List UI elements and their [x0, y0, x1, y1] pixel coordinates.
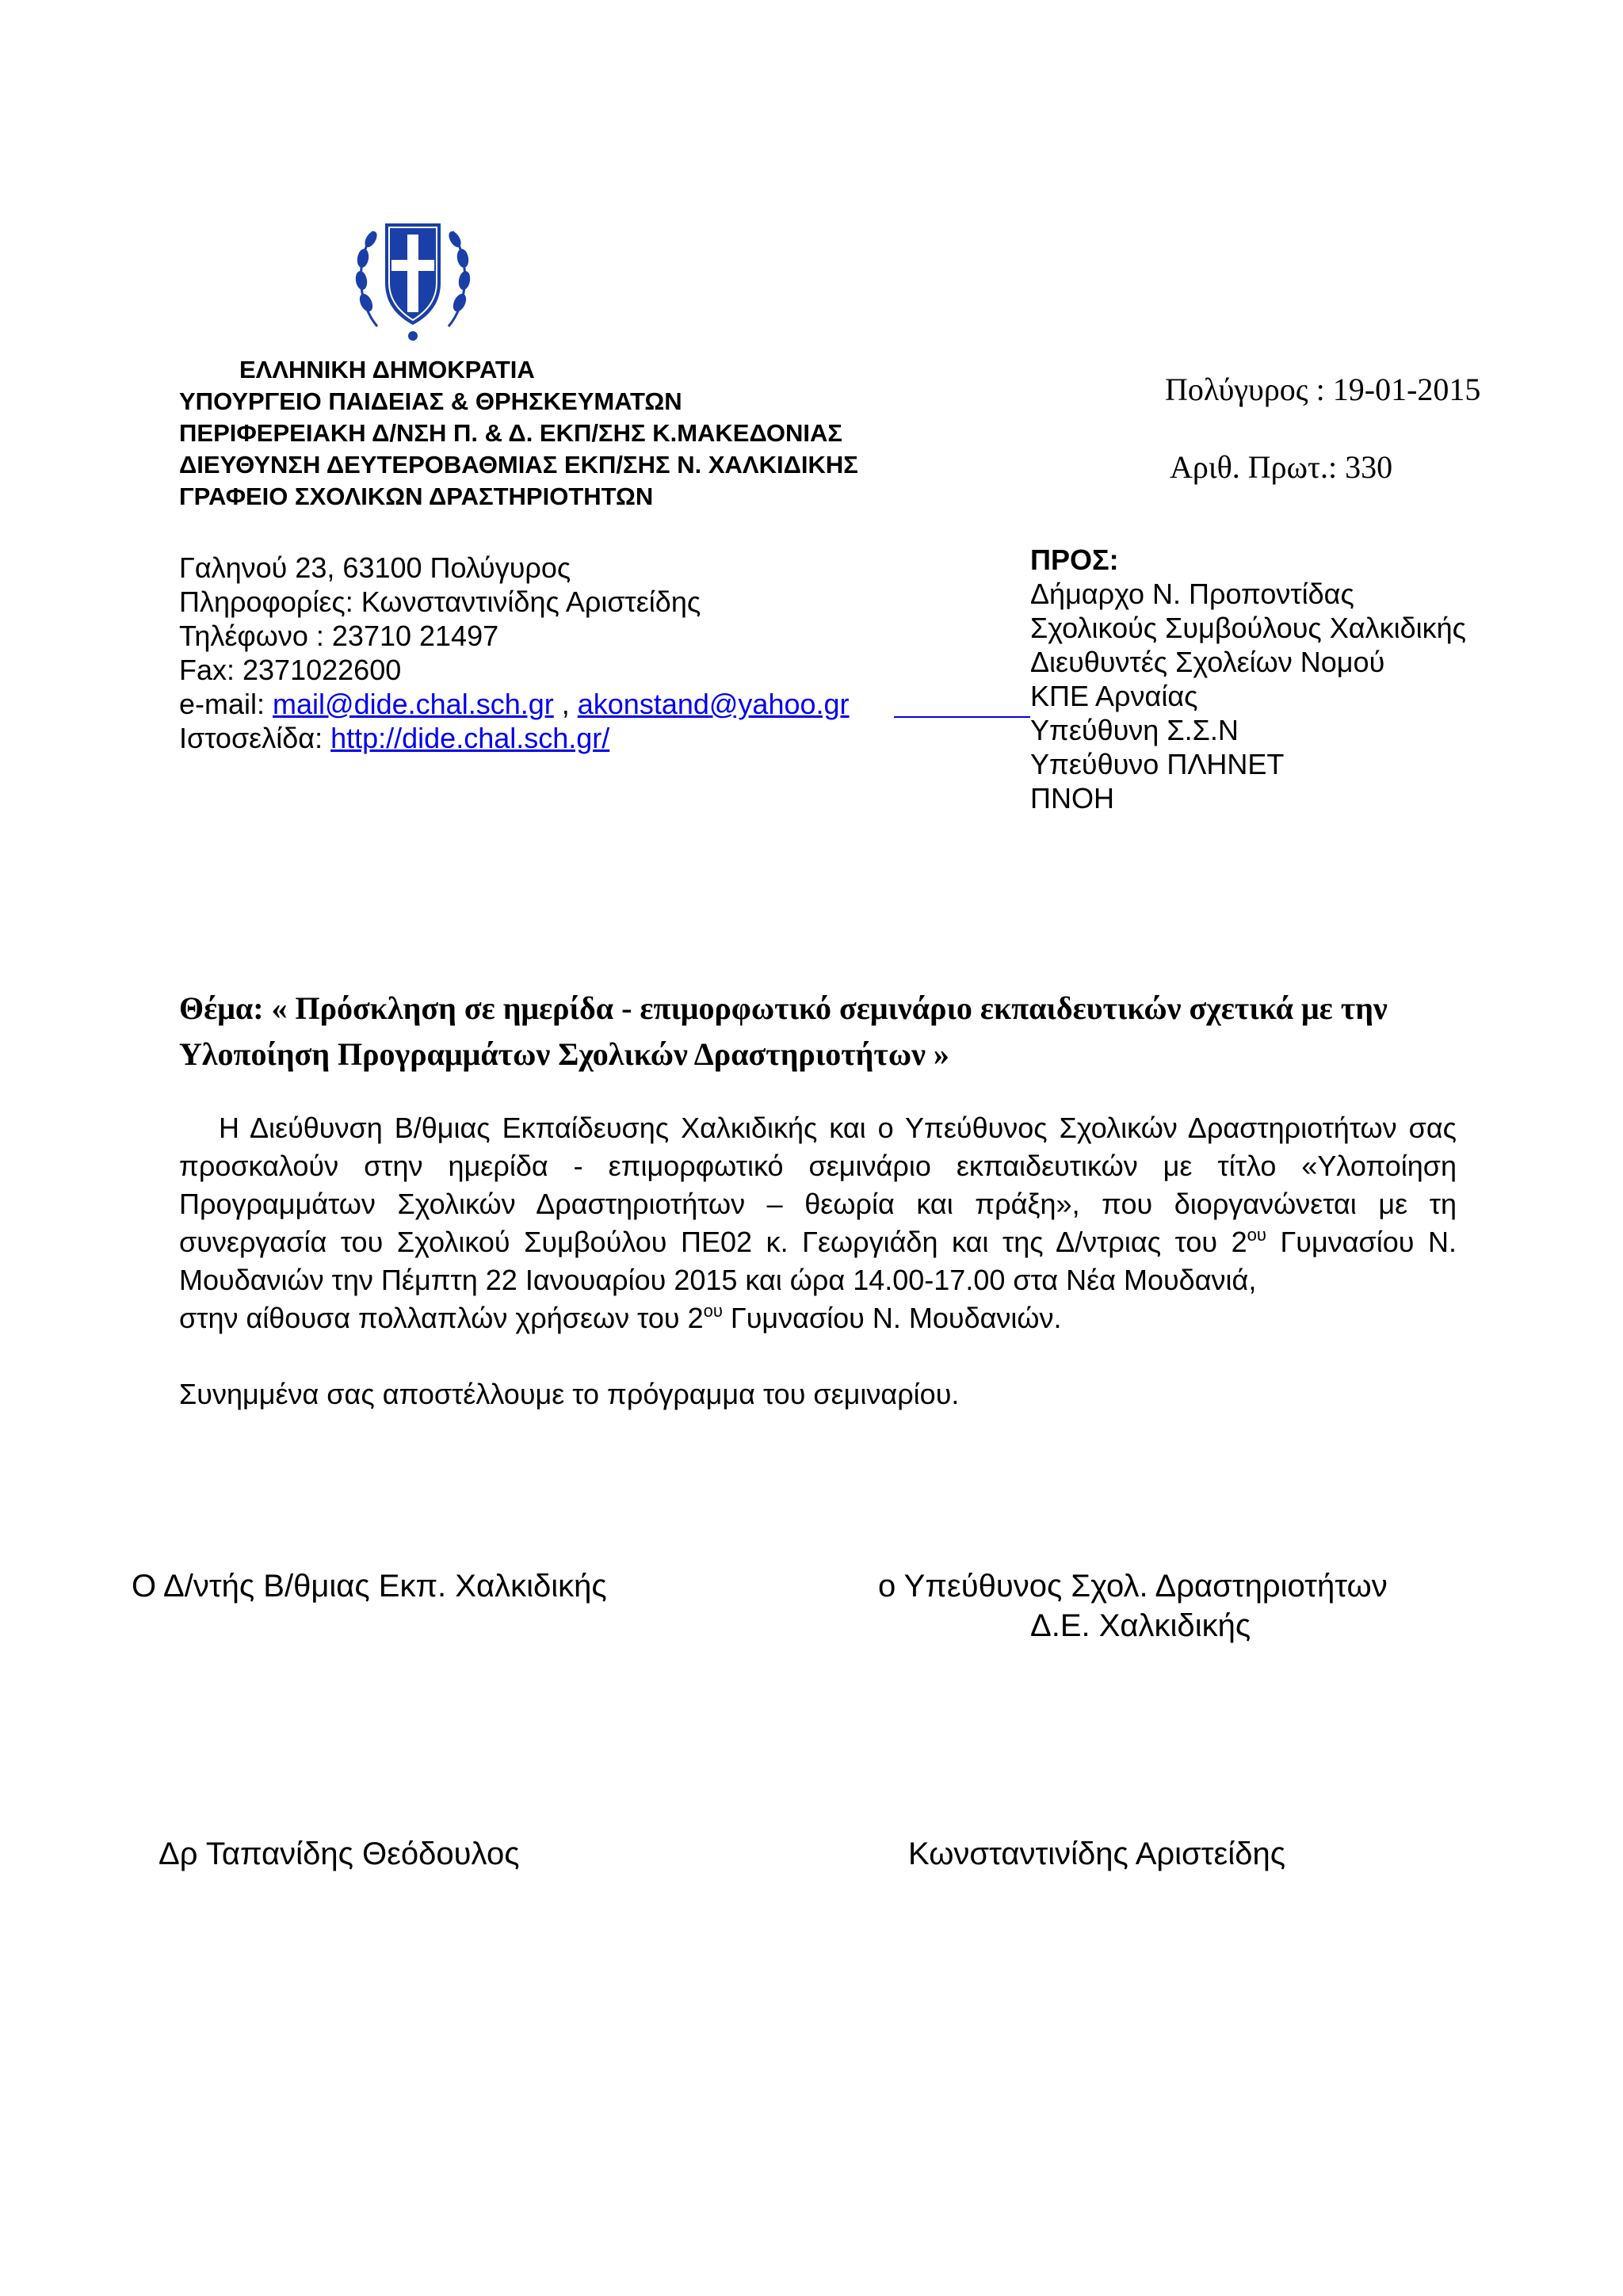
subject-line-2: Υλοποίηση Προγραμμάτων Σχολικών Δραστηριοτήτων » — [179, 1036, 949, 1072]
contact-fax: Fax: 2371022600 — [179, 654, 402, 686]
body-text: Γυμνασίου Ν. Μουδανιών. — [722, 1302, 1062, 1334]
website-label: Ιστοσελίδα: — [179, 722, 331, 754]
body-text: στην αίθουσα πολλαπλών χρήσεων του 2 — [179, 1302, 704, 1334]
recipient-item: Σχολικούς Συμβούλους Χαλκιδικής — [1030, 612, 1466, 644]
contact-address: Γαληνού 23, 63100 Πολύγυρος — [179, 551, 571, 584]
signature-right-subtitle: Δ.Ε. Χαλκιδικής — [1030, 1608, 1251, 1643]
contact-info: Πληροφορίες: Κωνσταντινίδης Αριστείδης — [179, 585, 701, 618]
email-link-primary[interactable]: mail@dide.chal.sch.gr — [273, 688, 554, 720]
signature-left-name: Δρ Ταπανίδης Θεόδουλος — [158, 1836, 520, 1871]
website-link[interactable]: http://dide.chal.sch.gr/ — [330, 722, 610, 754]
email-separator: , — [553, 688, 578, 720]
org-line-5: ΓΡΑΦΕΙΟ ΣΧΟΛΙΚΩΝ ΔΡΑΣΤΗΡΙΟΤΗΤΩΝ — [179, 482, 654, 510]
contact-email-row — [179, 687, 850, 721]
subject-line-1: Θέμα: « Πρόσκληση σε ημερίδα - επιμορφωτικό σεμινάριο εκπαιδευτικών σχετικά με την — [179, 990, 1388, 1026]
email-underline-rule — [894, 716, 1030, 718]
contact-phone: Τηλέφωνο : 23710 21497 — [179, 620, 499, 652]
body-paragraph-2: Συνημμένα σας αποστέλλουμε το πρόγραμμα του σεμιναρίου. — [179, 1378, 960, 1410]
recipient-item: Υπεύθυνο ΠΛΗΝΕΤ — [1030, 748, 1285, 780]
greek-coat-of-arms-icon — [353, 208, 472, 344]
contact-website-row — [179, 721, 609, 755]
letter-body — [179, 1109, 1457, 1413]
ordinal-suffix: ου — [1247, 1225, 1266, 1245]
org-line-1: ΕΛΛΗΝΙΚΗ ΔΗΜΟΚΡΑΤΙΑ — [239, 356, 535, 383]
recipient-item: Υπεύθυνη Σ.Σ.Ν — [1030, 714, 1239, 746]
org-line-4: ΔΙΕΥΘΥΝΣΗ ΔΕΥΤΕΡΟΒΑΘΜΙΑΣ ΕΚΠ/ΣΗΣ Ν. ΧΑΛΚΙΔΙΚΗΣ — [179, 451, 858, 479]
ordinal-suffix: ου — [703, 1301, 723, 1321]
protocol-number: Αριθ. Πρωτ.: 330 — [1170, 449, 1393, 485]
body-paragraph-1-last-line — [179, 1299, 1457, 1337]
recipient-item: Δήμαρχο Ν. Προποντίδας — [1030, 578, 1354, 610]
recipient-item: Διευθυντές Σχολείων Νομού — [1030, 646, 1385, 678]
signature-right-title: ο Υπεύθυνος Σχολ. Δραστηριοτήτων — [878, 1569, 1388, 1604]
signature-right-name: Κωνσταντινίδης Αριστείδης — [908, 1836, 1286, 1871]
recipient-item: ΚΠΕ Αρναίας — [1030, 680, 1198, 712]
body-paragraph-1 — [179, 1109, 1457, 1299]
org-line-3: ΠΕΡΙΦΕΡΕΙΑΚΗ Δ/ΝΣΗ Π. & Δ. ΕΚΠ/ΣΗΣ Κ.ΜΑΚΕΔΟΝΙΑΣ — [179, 419, 843, 447]
body-text: Γυμνασίου Ν. Μουδανιών την Πέμπτη 22 Ιανουαρίου 2015 και ώρα 14.00-17.00 στα Νέα Μουδανιά, — [179, 1226, 1457, 1296]
email-link-secondary[interactable]: akonstand@yahoo.gr — [577, 688, 850, 720]
recipients-title: ΠΡΟΣ: — [1030, 543, 1119, 576]
place-date: Πολύγυρος : 19-01-2015 — [1165, 372, 1481, 407]
email-label: e-mail: — [179, 688, 273, 720]
recipient-item: ΠΝΟΗ — [1030, 782, 1114, 814]
signature-left-title: Ο Δ/ντής Β/θμιας Εκπ. Χαλκιδικής — [132, 1569, 607, 1604]
body-text: Η Διεύθυνση Β/θμιας Εκπαίδευσης Χαλκιδικής και ο Υπεύθυνος Σχολικών Δραστηριοτήτων σας προσκαλούν στην ημερίδα - επιμορφωτικό σεμινάριο εκπαιδευτικών με τίτλο «Υλοποίηση Προγραμμάτων Σχολικών Δραστηριοτήτων – θεωρία και πράξη», που διοργανώνεται με τη συνεργασία του Σχολικού Συμβούλου ΠΕ02 κ. Γεωργιάδη και της Δ/ντριας του 2 — [179, 1112, 1457, 1258]
org-line-2: ΥΠΟΥΡΓΕΙΟ ΠΑΙΔΕΙΑΣ & ΘΡΗΣΚΕΥΜΑΤΩΝ — [179, 387, 682, 415]
